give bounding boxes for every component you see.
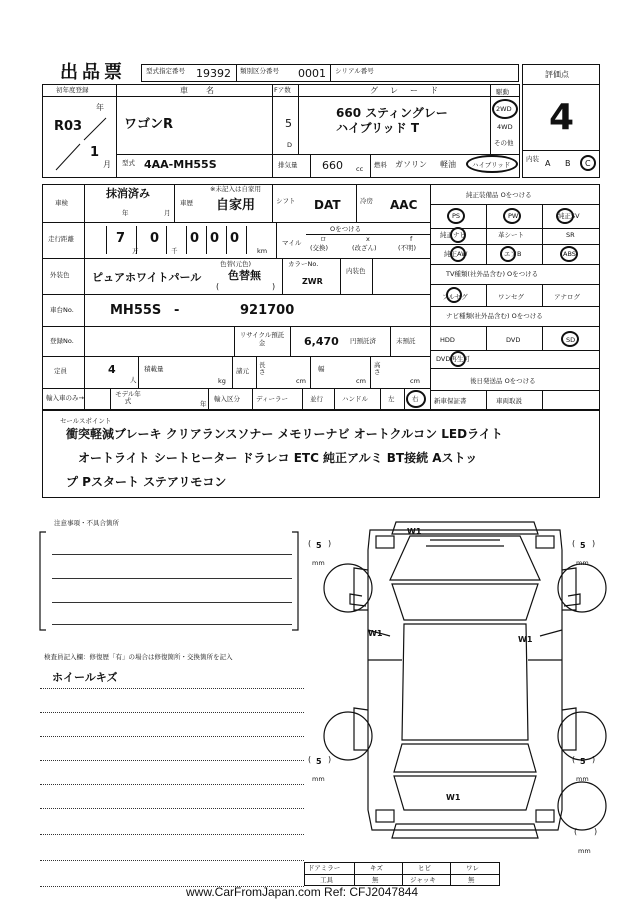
history-label: 車歴 xyxy=(180,199,193,207)
height-cm: cm xyxy=(410,377,420,385)
recycle-value: 6,470 xyxy=(304,335,339,348)
car-diagram xyxy=(300,510,640,850)
first-reg-label: 初年度登録 xyxy=(56,86,89,94)
model-year-unit: 年 xyxy=(200,400,207,408)
car-name-label: 車名 xyxy=(180,86,232,95)
tread-fl-mm: mm xyxy=(312,559,325,567)
ac-label: 冷房 xyxy=(360,197,373,205)
drive-label: 駆動 xyxy=(496,88,509,96)
import-dealer: ディーラー xyxy=(256,395,288,403)
tbl-r1-c4: ワレ xyxy=(466,864,479,872)
doors-label: Fア数 xyxy=(274,86,291,94)
opt-sr: SR xyxy=(566,231,575,239)
sales-line1: 衝突軽減ブレーキ クリアランスソナー メモリーナビ オートクルコン LEDライト xyxy=(66,427,503,441)
mileage-digit-1: 7 xyxy=(116,231,126,246)
displacement-value: 660 xyxy=(322,159,343,172)
options-title: 純正装備品 Oをつける xyxy=(466,191,532,199)
capacity-unit: 人 xyxy=(130,376,137,384)
width-cm: cm xyxy=(356,377,366,385)
interior-grade-a: A xyxy=(545,159,551,168)
sheet-title: 出品票 xyxy=(60,62,126,83)
tread-spare-close: ) xyxy=(594,827,598,836)
opt-airbag: エアB xyxy=(504,250,522,258)
inspection-value: 抹消済み xyxy=(106,187,150,200)
dvd-play: DVD再生可 xyxy=(436,355,470,363)
fuel-hybrid: ハイブリッド xyxy=(472,161,511,169)
recycle-label: リサイクル預託金 xyxy=(239,331,285,347)
after-title: 後日発送品 Oをつける xyxy=(470,377,536,385)
mileage-label: 走行距離 xyxy=(48,235,74,243)
mile-opt2-mark: x xyxy=(366,235,370,243)
doors-sub: D xyxy=(287,141,293,149)
history-value: 自家用 xyxy=(216,198,256,213)
first-reg-month: 1 xyxy=(90,145,100,160)
mile-opt3: (不明) xyxy=(398,244,417,252)
interior-c-circle xyxy=(580,155,596,171)
tbl-r2-c1: 工具 xyxy=(320,876,333,884)
tread-rl: 5 xyxy=(316,757,322,766)
footer-ref[interactable]: www.CarFromJapan.com Ref: CFJ2047844 xyxy=(186,885,419,899)
grade-line1: 660 スティングレー xyxy=(336,106,448,120)
mileage-digit-5: 0 xyxy=(230,231,240,246)
tread-fl-open: ( xyxy=(308,539,312,548)
history-note: ※未記入は自家用 xyxy=(210,185,261,193)
mile-opt2: (改ざん) xyxy=(352,244,377,252)
tread-fl: 5 xyxy=(316,541,322,550)
length-cm: cm xyxy=(296,377,306,385)
interior-color-label: 内装色 xyxy=(346,267,366,275)
navi-sd-circle xyxy=(561,331,579,347)
opt-pw-circle xyxy=(503,208,521,224)
color-change-paren-open: ( xyxy=(216,282,220,291)
model-cert-value: 19392 xyxy=(196,67,231,80)
model-cert-label: 型式指定番号 xyxy=(146,67,185,75)
opt-sunroof-circle xyxy=(556,208,574,224)
mile-opt1: (交換) xyxy=(310,244,329,252)
serial-label: シリアル番号 xyxy=(335,67,374,75)
drive-2wd-circle xyxy=(492,99,518,119)
chassis-dash: - xyxy=(174,303,180,318)
inspection-year: 年 xyxy=(122,209,129,217)
model-value: 4AA-MH55S xyxy=(144,158,217,171)
month-mark: 月 xyxy=(103,160,111,169)
color-change-label: 色替(元色) xyxy=(220,260,252,268)
inspection-label: 車検 xyxy=(55,199,68,207)
mileage-man: 万 xyxy=(132,247,139,255)
mile-opt1-mark: ロ xyxy=(320,235,327,243)
opt-aw: 純正AW xyxy=(444,250,468,258)
doors-value: 5 xyxy=(285,117,292,130)
shift-label: シフト xyxy=(276,197,296,205)
drive-4wd: 4WD xyxy=(497,123,513,131)
opt-airbag-circle xyxy=(500,246,516,262)
mile-opt3-mark: f xyxy=(410,235,413,243)
opt-ps: PS xyxy=(452,212,461,220)
tbl-r1-c2: キズ xyxy=(370,864,383,872)
tread-spare-mm: mm xyxy=(578,847,591,855)
model-label: 型式 xyxy=(122,159,135,167)
width-label: 幅 xyxy=(318,365,325,373)
opt-leather: 革シート xyxy=(498,231,524,239)
load-unit: kg xyxy=(218,377,226,385)
color-no-label: カラーNo. xyxy=(288,260,319,268)
shift-value: DAT xyxy=(314,198,341,212)
ac-value: AAC xyxy=(390,198,418,212)
interior-grade-b: B xyxy=(565,159,571,168)
sales-line3: プ Pスタート ステアリモコン xyxy=(66,475,227,489)
length-label: 長さ xyxy=(259,361,266,376)
model-year-label: モデル年式 xyxy=(115,390,141,406)
color-label: 外装色 xyxy=(50,271,70,279)
displacement-label: 排気量 xyxy=(278,161,298,169)
chassis-prefix: MH55S xyxy=(110,303,162,318)
tbl-r2-c2: 無 xyxy=(372,876,379,884)
car-name-value: ワゴンR xyxy=(124,117,174,132)
capacity-label: 定員 xyxy=(54,367,67,375)
interior-grade-c: C xyxy=(585,159,591,168)
mile-circle-note: Oをつける xyxy=(330,225,362,233)
drive-other: その他 xyxy=(494,139,514,147)
opt-navi-circle xyxy=(450,227,466,243)
mile-label: マイル xyxy=(282,239,302,247)
tbl-r2-c4: 無 xyxy=(468,876,475,884)
dmg-left-door: W1 xyxy=(368,629,383,638)
import-label: 輸入車のみ→ xyxy=(46,394,84,402)
chassis-label: 車台No. xyxy=(50,306,74,314)
tv-title: TV種類(社外品含む) Oをつける xyxy=(446,270,539,278)
opt-navi: 純正ナビ xyxy=(440,231,466,239)
inspector-label: 検査員記入欄：修復歴「有」の場合は修復箇所・交換箇所を記入 xyxy=(44,653,233,661)
recycle-unpaid: 未預託 xyxy=(396,337,416,345)
handle-left: 左 xyxy=(388,395,395,403)
tread-rl-mm: mm xyxy=(312,775,325,783)
navi-sd: SD xyxy=(566,336,576,344)
mileage-digit-2: 0 xyxy=(150,231,160,246)
dvd-play-circle xyxy=(450,351,466,367)
mileage-digit-3: 0 xyxy=(190,231,200,246)
capacity-value: 4 xyxy=(108,363,116,376)
caution-bracket xyxy=(36,526,306,636)
tread-rr-close: ) xyxy=(592,755,596,764)
grade-label: グレード xyxy=(370,86,450,95)
opt-pw: PW xyxy=(508,212,519,220)
load-label: 積載量 xyxy=(144,365,164,373)
sales-label: セールスポイント xyxy=(60,417,112,425)
import-parallel: 並行 xyxy=(310,395,323,403)
reg-no-label: 登録No. xyxy=(50,337,74,345)
first-reg-year: R03 xyxy=(54,119,83,134)
fuel-gas: ガソリン xyxy=(395,160,427,169)
mileage-sen: 千 xyxy=(171,247,178,255)
grade-line2: ハイブリッド T xyxy=(336,121,420,135)
tbl-r1-c3: ヒビ xyxy=(418,864,431,872)
tread-rr: 5 xyxy=(580,757,586,766)
tread-rl-close: ) xyxy=(328,755,332,764)
interior-grade-label: 内装 xyxy=(526,155,539,163)
year-mark: 年 xyxy=(96,103,104,112)
recycle-paid: 円預託済 xyxy=(350,337,376,345)
handle-label: ハンドル xyxy=(342,395,368,403)
mileage-unit: km xyxy=(257,247,268,255)
drive-2wd: 2WD xyxy=(496,105,512,113)
tv-analog: アナログ xyxy=(554,293,580,301)
tread-rr-open: ( xyxy=(572,755,576,764)
import-type-label: 輸入区分 xyxy=(214,395,240,403)
navi-dvd: DVD xyxy=(506,336,521,344)
color-change-paren-close: ) xyxy=(272,282,276,291)
chassis-number: 921700 xyxy=(240,303,295,318)
tread-fl-close: ) xyxy=(328,539,332,548)
opt-abs-circle xyxy=(560,246,578,262)
mileage-digit-4: 0 xyxy=(210,231,220,246)
opt-sunroof: 純正SV xyxy=(558,212,580,220)
tv-fullseg: フルセグ xyxy=(442,293,468,301)
tread-rl-open: ( xyxy=(308,755,312,764)
tread-fr-open: ( xyxy=(572,539,576,548)
dmg-rear-bumper: W1 xyxy=(446,793,461,802)
tread-fr-mm: mm xyxy=(576,559,589,567)
opt-ps-circle xyxy=(447,208,465,224)
inspector-note-1: ホイールキズ xyxy=(52,671,118,684)
after-manual: 車両取説 xyxy=(496,397,522,405)
opt-aw-circle xyxy=(450,246,466,262)
color-no-value: ZWR xyxy=(302,277,323,286)
displacement-unit: cc xyxy=(356,165,364,173)
handle-right-circle xyxy=(406,390,426,408)
after-warranty: 新車保証書 xyxy=(434,397,467,405)
category-label: 類別区分番号 xyxy=(240,67,279,75)
tread-rr-mm: mm xyxy=(576,775,589,783)
color-change-value: 色替無 xyxy=(228,269,261,282)
tv-oneseg: ワンセグ xyxy=(498,293,524,301)
category-value: 0001 xyxy=(298,67,326,80)
opt-abs: ABS xyxy=(563,250,576,258)
fuel-hybrid-circle xyxy=(466,155,518,173)
navi-type-title: ナビ種類(社外品含む) Oをつける xyxy=(446,312,543,320)
tread-fr: 5 xyxy=(580,541,586,550)
dims-label: 諸元 xyxy=(236,367,249,375)
inspection-month: 月 xyxy=(164,209,171,217)
height-label: 高さ xyxy=(374,361,381,376)
dmg-right-door: W1 xyxy=(518,635,533,644)
tbl-r2-c3: ジャッキ xyxy=(410,876,436,884)
score-label: 評価点 xyxy=(545,70,569,79)
navi-hdd: HDD xyxy=(440,336,455,344)
tread-spare-open: ( xyxy=(574,827,578,836)
tv-fullseg-circle xyxy=(446,287,462,303)
tbl-r1-c1: ドアミラー xyxy=(308,864,341,872)
fuel-diesel: 軽油 xyxy=(440,160,456,169)
color-value: ピュアホワイトパール xyxy=(92,271,202,284)
tread-fr-close: ) xyxy=(592,539,596,548)
caution-label: 注意事項・不具合箇所 xyxy=(54,519,119,527)
sales-line2: オートライト シートヒーター ドラレコ ETC 純正アルミ BT接続 Aストッ xyxy=(78,451,478,465)
handle-right: 右 xyxy=(412,395,419,403)
fuel-label: 燃料 xyxy=(374,161,387,169)
dmg-front-bumper: W1 xyxy=(407,527,422,536)
score-value: 4 xyxy=(549,97,575,138)
